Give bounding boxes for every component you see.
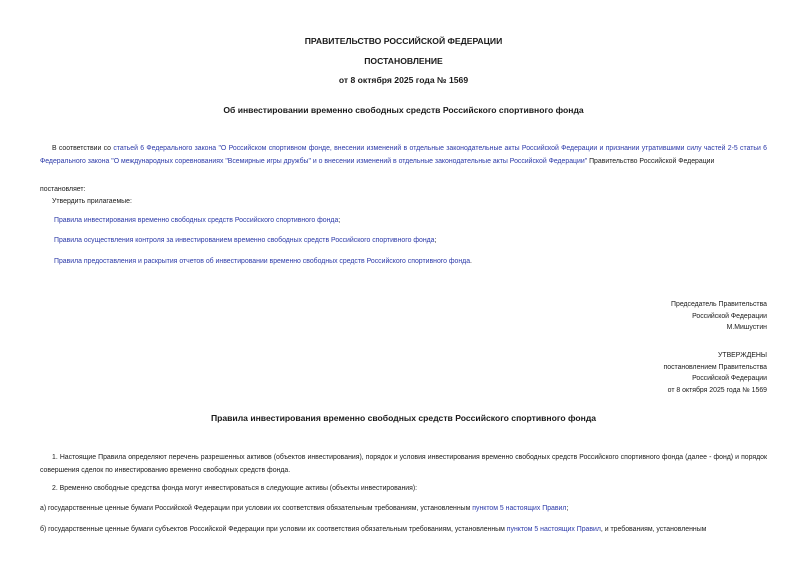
approved-item-3: Правила предоставления и раскрытия отчетов об инвестировании временно свободных средств Российского спортивного фонда. bbox=[54, 258, 472, 265]
decrees-text: постановляет: bbox=[40, 186, 86, 193]
signature-name: М.Мишустин bbox=[726, 324, 767, 331]
preamble-paragraph bbox=[40, 143, 767, 168]
government-heading: ПРАВИТЕЛЬСТВО РОССИЙСКОЙ ФЕДЕРАЦИИ bbox=[304, 36, 503, 46]
rules-title: Правила инвестирования временно свободных средств Российского спортивного фонда bbox=[210, 413, 597, 423]
approved-item-2: Правила осуществления контроля за инвестированием временно свободных средств Российского спортивного фонда; bbox=[54, 237, 437, 244]
doc-type-heading: ПОСТАНОВЛЕНИЕ bbox=[364, 56, 443, 66]
clause-5-link[interactable]: пунктом 5 настоящих Правил bbox=[506, 526, 601, 533]
rules-paragraph-1: 1. Настоящие Правила определяют перечень разрешенных активов (объектов инвестирования), порядок и условия инвестирования временно свободных средств Российского спортивного фонда (далее - фонд) и порядок совершения сделок по инвестированию временно свободных средств фонда. bbox=[40, 454, 767, 474]
approval-line: Российской Федерации bbox=[692, 375, 767, 382]
clause-5-link[interactable]: пунктом 5 настоящих Правил bbox=[472, 505, 567, 512]
preamble-text-after: Правительство Российской Федерации bbox=[587, 157, 715, 165]
approve-text: Утвердить прилагаемые: bbox=[52, 198, 132, 205]
approval-line: УТВЕРЖДЕНЫ bbox=[718, 352, 767, 359]
approved-item-link[interactable]: Правила предоставления и раскрытия отчетов об инвестировании временно свободных средств Российского спортивного фонда bbox=[54, 258, 471, 265]
document-title: Об инвестировании временно свободных средств Российского спортивного фонда bbox=[223, 105, 584, 115]
date-number: от 8 октября 2025 года № 1569 bbox=[338, 75, 469, 85]
preamble-text-before: В соответствии со bbox=[52, 145, 114, 152]
signature-block bbox=[671, 299, 767, 334]
rules-paragraph-a: а) государственные ценные бумаги Российской Федерации при условии их соответствия обязательным требованиям, установленным пунктом 5 настоящих Правил; bbox=[40, 505, 569, 512]
rules-paragraph-b: б) государственные ценные бумаги субъектов Российской Федерации при условии их соответствия обязательным требованиям, установленным пунктом 5 настоящих Правил, и требованиям, установленным bbox=[40, 526, 707, 533]
approval-line: постановлением Правительства bbox=[663, 363, 767, 371]
federal-law-link[interactable]: статьей 6 Федерального закона "О Российском спортивном фонде, внесении изменений в отдельные законодательные акты Российской Федерации и признании утратившими силу частей 2-5 статьи 6 Федерального закона "О международных соревнованиях "Всемирные игры дружбы" и о внесении изменений в отдельные законодательные акты Российской Федерации" bbox=[40, 145, 767, 165]
rules-paragraph-2: 2. Временно свободные средства фонда могут инвестироваться в следующие активы (объекты инвестирования): bbox=[52, 485, 418, 492]
approved-item-1: Правила инвестирования временно свободных средств Российского спортивного фонда; bbox=[54, 217, 341, 224]
approved-item-link[interactable]: Правила инвестирования временно свободных средств Российского спортивного фонда bbox=[54, 217, 339, 224]
approved-item-link[interactable]: Правила осуществления контроля за инвестированием временно свободных средств Российского спортивного фонда bbox=[54, 237, 435, 244]
approval-stamp bbox=[664, 350, 768, 396]
signature-line: Российской Федерации bbox=[692, 312, 767, 320]
approval-line: от 8 октября 2025 года № 1569 bbox=[667, 386, 767, 394]
signature-line: Председатель Правительства bbox=[671, 301, 767, 308]
